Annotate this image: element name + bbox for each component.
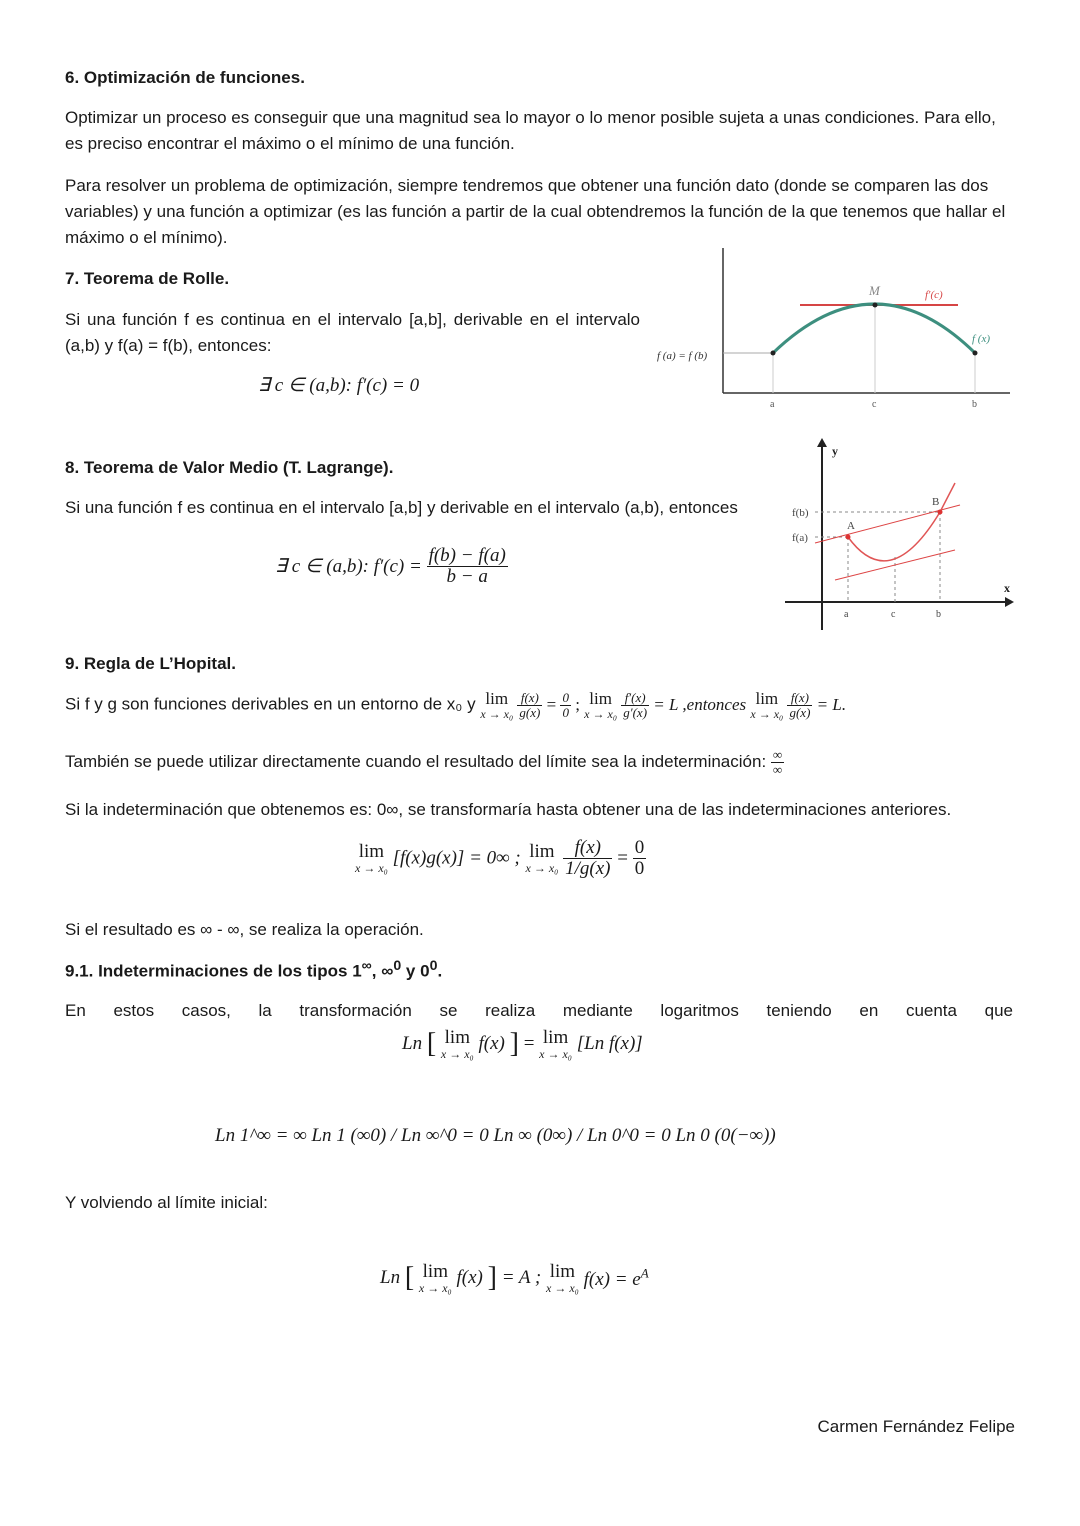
lhopital-statement: Si f y g son funciones derivables en un entorno de x₀ y lim x → x₀ $\frac{f(x)}{g(x)}$ = $\frac{0}{0}$ ; lim x → x₀ $\frac{f'(x)}{g'(x)}$ = L ,entonces lim x → x₀ $\frac{f(x)}{g(x)}$ = L. <box>65 689 847 721</box>
fx-1: f(x) <box>478 1033 505 1054</box>
section-9-title: 9. Regla de L’Hopital. <box>65 654 236 673</box>
lagrange-label-B: B <box>932 496 940 508</box>
section-9-1-title <box>65 958 442 982</box>
fx-2: f(x) <box>456 1267 483 1288</box>
log-formula: Ln [ lim x → x₀ f(x) ] = lim x → x₀ [Ln f(x)] <box>402 1027 643 1061</box>
lagrange-formula <box>275 546 508 587</box>
ln-2: Ln <box>380 1267 401 1288</box>
log-eq-right: [Ln f(x)] <box>576 1033 643 1054</box>
s91-title-c: y 0 <box>401 961 430 981</box>
section-8-title: 8. Teorema de Valor Medio (T. Lagrange). <box>65 458 394 477</box>
eq2-left: [f(x)g(x)] = 0∞ ; <box>392 847 521 869</box>
lim-6-sub: x → x₀ <box>440 1047 474 1061</box>
lim-7-sub: x → x₀ <box>539 1047 572 1061</box>
lhopital-paragraph-4: Si el resultado es ∞ - ∞, se realiza la operación. <box>65 920 424 939</box>
lim-6: lim <box>444 1027 470 1048</box>
lagrange-label-x: x <box>1004 581 1010 595</box>
rolle-label-M: M <box>869 283 880 298</box>
lagrange-tick-a: a <box>844 609 849 620</box>
lagrange-graph <box>780 435 1020 635</box>
frac4-num: f(x) <box>563 838 612 859</box>
lim-1: lim <box>485 689 509 708</box>
lagrange-label-y: y <box>832 444 838 458</box>
lim-5-sub: x → x₀ <box>525 861 559 876</box>
indeterminations-line: Ln 1^∞ = ∞ Ln 1 (∞0) / Ln ∞^0 = 0 Ln ∞ (0∞) / Ln 0^0 = 0 Ln 0 (0(−∞)) <box>215 1125 776 1146</box>
section-7-title: 7. Teorema de Rolle. <box>65 269 230 288</box>
inf-num: ∞ <box>772 747 783 762</box>
rolle-tick-c: c <box>872 399 877 410</box>
final-mid: = A ; <box>501 1267 542 1288</box>
lagrange-numerator: f(b) − f(a) <box>428 545 506 566</box>
s91-title-d: . <box>437 961 443 981</box>
lagrange-denominator: b − a <box>446 565 488 587</box>
lagrange-label-A: A <box>847 520 855 532</box>
rolle-label-left: f (a) = f (b) <box>657 350 708 362</box>
final-sup: A <box>640 1265 649 1281</box>
section-6-paragraph-1: Optimizar un proceso es conseguir que una magnitud sea lo mayor o lo menor posible sujeta a unas condiciones. Para ello, es preciso encontrar el máximo o el mínimo de una función. <box>65 108 996 153</box>
section-6-title: 6. Optimización de funciones. <box>65 68 305 87</box>
rolle-tick-a: a <box>770 399 775 410</box>
frac2-num: f′(x) <box>621 691 649 706</box>
lim-7: lim <box>542 1027 569 1048</box>
frac3-num: f(x) <box>787 691 812 706</box>
lim-9-sub: x → x₀ <box>546 1281 579 1295</box>
rolle-label-fc: f′(c) <box>925 289 943 301</box>
zero-num: 0 <box>562 689 569 705</box>
lhopital-text-mid: = L ,entonces <box>653 695 747 714</box>
lim-2: lim <box>589 689 612 708</box>
lhopital-paragraph-2: También se puede utilizar directamente cuando el resultado del límite sea la indeterminación: <box>65 752 767 772</box>
frac4-den: 1/g(x) <box>565 857 611 879</box>
rolle-tick-b: b <box>972 399 977 410</box>
s91-title-a: 9.1. Indeterminaciones de los tipos 1 <box>65 961 362 981</box>
s91-sup2: 0 <box>393 958 402 974</box>
lagrange-label-fa: f(a) <box>792 532 808 544</box>
final-right: f(x) = e <box>583 1268 641 1290</box>
lhopital-text-start: Si f y g son funciones derivables en un entorno de x₀ y <box>65 694 476 714</box>
lagrange-label-fb: f(b) <box>792 507 809 519</box>
final-formula: Ln [ lim x → x₀ f(x) ] = A ; lim x → x₀ $f(x) = e^A$ <box>380 1261 649 1295</box>
s91-title-b: , ∞ <box>371 961 394 981</box>
lim-4-sub: x → x₀ <box>355 861 388 876</box>
lim-5: lim <box>529 841 555 863</box>
lim-9: lim <box>549 1261 576 1282</box>
lagrange-tick-c: c <box>891 609 896 620</box>
section-8-paragraph: Si una función f es continua en el intervalo [a,b] y derivable en el intervalo (a,b), entonces <box>65 498 738 517</box>
lim-3-sub: x → x₀ <box>750 707 784 721</box>
frac2-den: g′(x) <box>623 704 648 720</box>
section-6-paragraph-2: Para resolver un problema de optimización, siempre tendremos que obtener una función dato (donde se comparen las dos variables) y una función a optimizar (es las función a partir de la cual obtendremos la función de la que tenemos que hallar el máximo o el mínimo). <box>65 176 1006 247</box>
author-name: Carmen Fernández Felipe <box>817 1417 1015 1436</box>
zero-infinity-formula: lim x → x₀ [f(x)g(x)] = 0∞ ; lim x → x₀ $\frac{f(x)}{1/g(x)}$ = $\frac{0}{0}$ <box>355 837 645 879</box>
section-9-1-paragraph: En estos casos, la transformación se realiza mediante logaritmos teniendo en cuenta que <box>65 1001 1013 1020</box>
s91-sup1: ∞ <box>361 958 372 974</box>
rolle-formula: ∃ c ∈ (a,b): f′(c) = 0 <box>258 375 420 396</box>
frac5-num: 0 <box>634 837 645 858</box>
lagrange-formula-left: ∃ c ∈ (a,b): f′(c) = <box>275 555 422 577</box>
lhopital-infinity-line <box>65 748 784 776</box>
section-7-paragraph: Si una función f es continua en el intervalo [a,b], derivable en el intervalo (a,b) y f(a) = f(b), entonces: <box>65 310 640 355</box>
frac5-den: 0 <box>634 857 645 879</box>
inf-den: ∞ <box>772 761 783 777</box>
rolle-graph <box>650 245 1020 415</box>
lhopital-paragraph-3: Si la indeterminación que obtenemos es: 0∞, se transformaría hasta obtener una de las indeterminaciones anteriores. <box>65 800 952 819</box>
lim-8: lim <box>422 1261 448 1282</box>
lim-2-sub: x → x₀ <box>584 707 617 721</box>
lagrange-tick-b: b <box>936 609 941 620</box>
ln-1: Ln <box>402 1033 423 1054</box>
lim-3: lim <box>755 689 779 708</box>
lhopital-text-end: = L. <box>816 695 847 714</box>
lim-1-sub: x → x₀ <box>480 707 514 721</box>
lim-4: lim <box>358 841 385 863</box>
frac1-num: f(x) <box>517 691 542 706</box>
zero-den: 0 <box>562 704 569 720</box>
rolle-label-fx: f (x) <box>972 333 991 345</box>
s91-sup3: 0 <box>429 958 438 974</box>
frac1-den: g(x) <box>519 704 541 720</box>
lim-8-sub: x → x₀ <box>418 1281 452 1295</box>
frac3-den: g(x) <box>789 704 811 720</box>
section-9-1-paragraph-2: Y volviendo al límite inicial: <box>65 1193 268 1212</box>
